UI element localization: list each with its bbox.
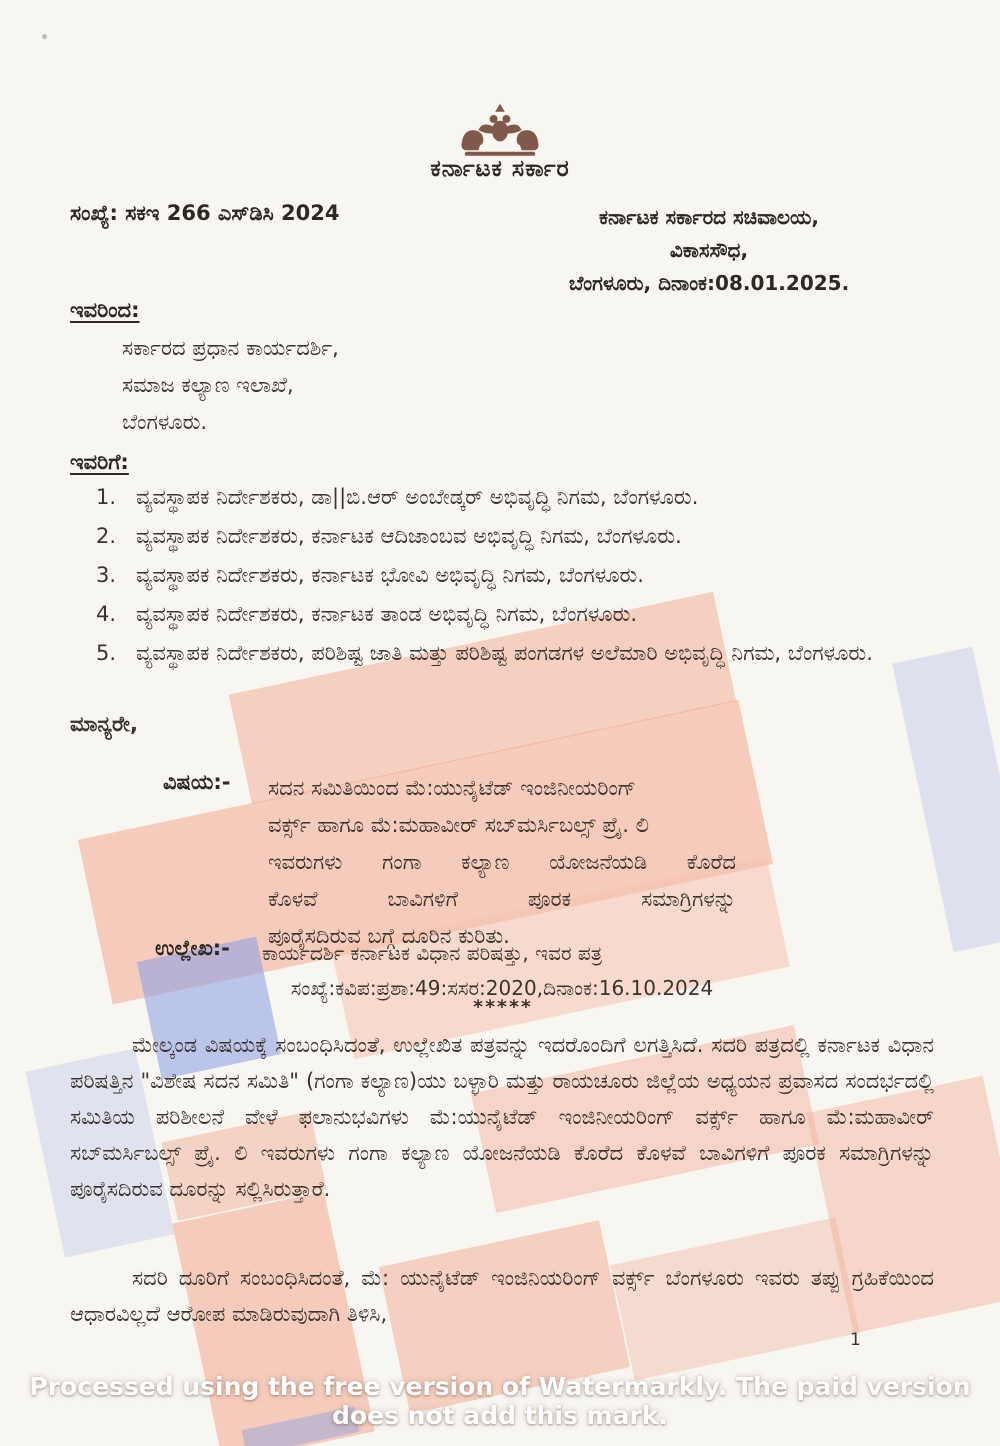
star-separator: ***** — [473, 996, 533, 1018]
recipient-item: ವ್ಯವಸ್ಥಾಪಕ ನಿರ್ದೇಶಕರು, ಡಾ||ಬಿ.ಆರ್ ಅಂಬೇಡ್ಕರ್ ಅಭಿವೃದ್ಧಿ ನಿಗಮ, ಬೆಂಗಳೂರು. — [136, 485, 699, 509]
subject-line: ವರ್ಕ್ಸ್ ಹಾಗೂ ಮೆ:ಮಹಾವೀರ್ ಸಬ್‌ಮರ್ಸಿಬಲ್ಸ್ ಪ್ರೈ. ಲಿ — [268, 813, 649, 837]
karnataka-emblem-icon — [452, 102, 548, 164]
reference-line: ಸಂಖ್ಯೆ:ಕವಿಪ:ಪ್ರಶಾ:49:ಸಸರ:2020,ದಿನಾಂಕ:16.10.2024 — [290, 976, 714, 1000]
salutation: ಮಾನ್ಯರೇ, — [70, 712, 138, 736]
from-address — [122, 330, 339, 441]
recipient-item: ವ್ಯವಸ್ಥಾಪಕ ನಿರ್ದೇಶಕರು, ಕರ್ನಾಟಕ ಆದಿಜಾಂಬವ ಅಭಿವೃದ್ಧಿ ನಿಗಮ, ಬೆಂಗಳೂರು. — [136, 524, 682, 548]
government-title: ಕರ್ನಾಟಕ ಸರ್ಕಾರ — [430, 156, 570, 182]
office-address — [520, 201, 898, 300]
reference-label: ಉಲ್ಲೇಖ:- — [155, 936, 230, 960]
from-address-line: ಬೆಂಗಳೂರು. — [122, 410, 208, 434]
from-address-line: ಸಮಾಜ ಕಲ್ಯಾಣ ಇಲಾಖೆ, — [122, 373, 294, 397]
subject-text — [268, 770, 736, 955]
subject-line: ಕೊಳವೆ ಬಾವಿಗಳಿಗೆ ಪೂರಕ ಸಮಾಗ್ರಿಗಳನ್ನು — [268, 887, 736, 911]
recipient-item: ವ್ಯವಸ್ಥಾಪಕ ನಿರ್ದೇಶಕರು, ಕರ್ನಾಟಕ ತಾಂಡ ಅಭಿವೃದ್ಧಿ ನಿಗಮ, ಬೆಂಗಳೂರು. — [136, 602, 638, 626]
reference-line: ಕಾರ್ಯದರ್ಶಿ ಕರ್ನಾಟಕ ವಿಧಾನ ಪರಿಷತ್ತು, ಇವರ ಪತ್ರ — [262, 941, 603, 965]
reference-number: ಸಂಖ್ಯೆ: ಸಕಇ 266 ಎಸ್‌ಡಿಸಿ 2024 — [70, 201, 340, 225]
office-address-line: ಬೆಂಗಳೂರು, ದಿನಾಂಕ:08.01.2025. — [568, 271, 850, 295]
subject-label: ವಿಷಯ:- — [163, 770, 231, 794]
subject-line: ಪೂರೈಸದಿರುವ ಬಗ್ಗೆ ದೂರಿನ ಕುರಿತು. — [268, 924, 510, 948]
body-paragraph: ಸದರಿ ದೂರಿಗೆ ಸಂಬಂಧಿಸಿದಂತೆ, ಮೆ: ಯುನೈಟೆಡ್ ಇಂಜಿನಿಯರಿಂಗ್ ವರ್ಕ್ಸ್ ಬೆಂಗಳೂರು ಇವರು ತಪ್ಪು ಗ್ರಹಿಕೆಯಿಂದ ಆಧಾರವಿಲ್ಲದೆ ಆರೋಪ ಮಾಡಿರುವುದಾಗಿ ತಿಳಿಸಿ, — [70, 1266, 934, 1326]
watermarkly-notice: Processed using the free version of Watermarkly. The paid version does not add this mark. — [29, 1372, 971, 1430]
to-label: ಇವರಿಗೆ: — [70, 450, 129, 474]
subject-line: ಸದನ ಸಮಿತಿಯಿಂದ ಮೆ:ಯುನೈಟೆಡ್ ಇಂಜಿನೀಯರಿಂಗ್ — [268, 776, 636, 800]
subject-line: ಇವರುಗಳು ಗಂಗಾ ಕಲ್ಯಾಣ ಯೋಜನೆಯಡಿ ಕೊರೆದ — [268, 850, 736, 874]
recipient-list — [96, 478, 908, 673]
body-paragraph: ಮೇಲ್ಕಂಡ ವಿಷಯಕ್ಕೆ ಸಂಬಂಧಿಸಿದಂತೆ, ಉಲ್ಲೇಖಿತ ಪತ್ರವನ್ನು ಇದರೊಂದಿಗೆ ಲಗತ್ತಿಸಿದೆ. ಸದರಿ ಪತ್ರದಲ್ಲಿ ಕರ್ನಾಟಕ ವಿಧಾನ ಪರಿಷತ್ತಿನ "ವಿಶೇಷ ಸದನ ಸಮಿತಿ" (ಗಂಗಾ ಕಲ್ಯಾಣ)ಯು ಬಳ್ಳಾರಿ ಮತ್ತು ರಾಯಚೂರು ಜಿಲ್ಲೆಯ ಅಧ್ಯಯನ ಪ್ರವಾಸದ ಸಂದರ್ಭದಲ್ಲಿ ಸಮಿತಿಯ ಪರಿಶೀಲನೆ ವೇಳೆ ಫಲಾನುಭವಿಗಳು ಮೆ:ಯುನೈಟೆಡ್ ಇಂಜಿನೀಯರಿಂಗ್ ವರ್ಕ್ಸ್ ಹಾಗೂ ಮೆ:ಮಹಾವೀರ್ ಸಬ್‌ಮರ್ಸಿಬಲ್ಸ್ ಪ್ರೈ. ಲಿ ಇವರುಗಳು ಗಂಗಾ ಕಲ್ಯಾಣ ಯೋಜನೆಯಡಿ ಕೊರೆದ ಕೊಳವೆ ಬಾವಿಗಳಿಗೆ ಪೂರಕ ಸಮಾಗ್ರಿಗಳನ್ನು ಪೂರೈಸದಿರುವ ದೂರನ್ನು ಸಲ್ಲಿಸಿರುತ್ತಾರೆ. — [70, 1033, 934, 1201]
office-address-line: ವಿಕಾಸಸೌಧ, — [669, 238, 749, 262]
office-address-line: ಕರ್ನಾಟಕ ಸರ್ಕಾರದ ಸಚಿವಾಲಯ, — [598, 205, 819, 229]
from-label: ಇವರಿಂದ: — [70, 298, 140, 322]
recipient-item: ವ್ಯವಸ್ಥಾಪಕ ನಿರ್ದೇಶಕರು, ಕರ್ನಾಟಕ ಭೋವಿ ಅಭಿವೃದ್ಧಿ ನಿಗಮ, ಬೆಂಗಳೂರು. — [136, 563, 644, 587]
from-address-line: ಸರ್ಕಾರದ ಪ್ರಧಾನ ಕಾರ್ಯದರ್ಶಿ, — [122, 336, 339, 360]
page-number: 1 — [850, 1330, 861, 1350]
recipient-item: ವ್ಯವಸ್ಥಾಪಕ ನಿರ್ದೇಶಕರು, ಪರಿಶಿಷ್ಟ ಜಾತಿ ಮತ್ತು ಪರಿಶಿಷ್ಟ ಪಂಗಡಗಳ ಅಲೆಮಾರಿ ಅಭಿವೃದ್ಧಿ ನಿಗಮ, ಬೆಂಗಳೂರು. — [136, 641, 873, 665]
